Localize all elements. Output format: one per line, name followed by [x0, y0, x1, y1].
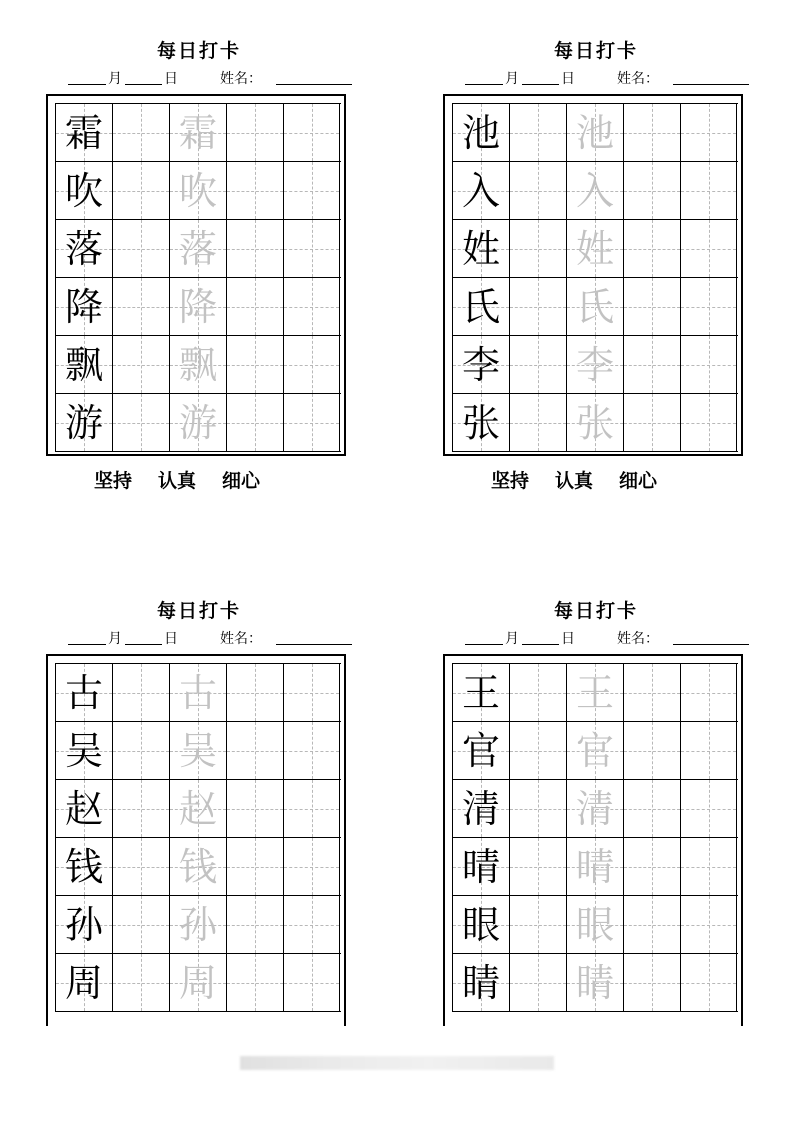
grid-row	[55, 895, 341, 953]
trace-char-cell[interactable]	[169, 104, 226, 161]
practice-cell[interactable]	[680, 220, 737, 277]
practice-cell[interactable]	[509, 162, 566, 219]
practice-cell[interactable]	[680, 780, 737, 837]
practice-cell[interactable]	[509, 722, 566, 779]
writing-frame	[443, 94, 743, 456]
practice-cell[interactable]	[112, 780, 169, 837]
grid-row	[452, 277, 738, 335]
practice-cell[interactable]	[283, 104, 340, 161]
practice-cell[interactable]	[226, 104, 283, 161]
practice-cell[interactable]	[112, 722, 169, 779]
grid-row	[55, 663, 341, 721]
model-char-cell	[452, 336, 509, 393]
practice-cell[interactable]	[680, 664, 737, 721]
motto-item: 认真	[158, 470, 197, 492]
model-char-cell	[55, 780, 112, 837]
trace-char-cell[interactable]	[566, 664, 623, 721]
model-char-cell	[55, 336, 112, 393]
model-char: 入	[461, 168, 500, 213]
trace-char-cell[interactable]	[169, 896, 226, 953]
practice-cell[interactable]	[226, 336, 283, 393]
practice-cell[interactable]	[509, 838, 566, 895]
month-blank[interactable]	[68, 68, 106, 85]
grid-row	[452, 663, 738, 721]
practice-cell[interactable]	[680, 722, 737, 779]
name-blank[interactable]	[276, 68, 352, 85]
writing-grid	[55, 103, 341, 452]
model-char-cell	[55, 722, 112, 779]
trace-char: 游	[178, 400, 217, 445]
model-char: 王	[461, 670, 500, 715]
practice-cell[interactable]	[112, 954, 169, 1011]
month-label: 月	[505, 631, 519, 647]
grid-row	[452, 335, 738, 393]
day-blank[interactable]	[125, 628, 162, 645]
practice-cell[interactable]	[509, 336, 566, 393]
day-blank[interactable]	[522, 628, 559, 645]
trace-char-cell[interactable]	[169, 780, 226, 837]
model-char: 吹	[64, 168, 103, 213]
practice-cell[interactable]	[509, 954, 566, 1011]
practice-cell[interactable]	[680, 838, 737, 895]
practice-cell[interactable]	[112, 664, 169, 721]
trace-char-cell[interactable]	[566, 278, 623, 335]
writing-grid	[452, 103, 738, 452]
model-char: 李	[461, 342, 500, 387]
model-char-cell	[55, 394, 112, 451]
model-char-cell	[55, 278, 112, 335]
grid-row	[55, 393, 341, 452]
trace-char: 晴	[575, 844, 614, 889]
model-char-cell	[452, 278, 509, 335]
trace-char-cell[interactable]	[169, 220, 226, 277]
motto	[94, 466, 286, 493]
model-char-cell	[452, 780, 509, 837]
model-char: 池	[461, 110, 500, 155]
month-blank[interactable]	[465, 68, 503, 85]
trace-char: 池	[575, 110, 614, 155]
name-label: 姓名：	[220, 71, 262, 87]
model-char-cell	[55, 162, 112, 219]
grid-row	[452, 161, 738, 219]
trace-char-cell[interactable]	[566, 780, 623, 837]
trace-char: 孙	[178, 902, 217, 947]
model-char: 氏	[461, 284, 500, 329]
card-title: 每日打卡	[553, 40, 638, 62]
name-label: 姓名：	[220, 631, 262, 647]
practice-cell[interactable]	[283, 722, 340, 779]
practice-cell[interactable]	[623, 838, 680, 895]
practice-cell[interactable]	[112, 278, 169, 335]
trace-char: 吹	[178, 168, 217, 213]
trace-char: 霜	[178, 110, 217, 155]
model-char-cell	[452, 162, 509, 219]
practice-cell[interactable]	[509, 104, 566, 161]
trace-char-cell[interactable]	[566, 954, 623, 1011]
grid-row	[452, 779, 738, 837]
grid-row	[55, 277, 341, 335]
model-char: 赵	[64, 786, 103, 831]
trace-char-cell[interactable]	[566, 104, 623, 161]
practice-cell[interactable]	[509, 220, 566, 277]
grid-row	[55, 779, 341, 837]
model-char-cell	[452, 664, 509, 721]
model-char: 飘	[64, 342, 103, 387]
practice-cell[interactable]	[623, 780, 680, 837]
writing-frame	[443, 654, 743, 1026]
model-char-cell	[452, 954, 509, 1011]
motto-item: 坚持	[491, 470, 530, 492]
model-char: 降	[64, 284, 103, 329]
trace-char: 落	[178, 226, 217, 271]
trace-char-cell[interactable]	[169, 394, 226, 451]
practice-cell[interactable]	[283, 838, 340, 895]
practice-cell[interactable]	[680, 394, 737, 451]
trace-char: 眼	[575, 902, 614, 947]
practice-cell[interactable]	[509, 394, 566, 451]
card-title: 每日打卡	[156, 600, 241, 622]
trace-char: 降	[178, 284, 217, 329]
trace-char: 钱	[178, 844, 217, 889]
day-label: 日	[561, 71, 575, 87]
practice-cell[interactable]	[226, 722, 283, 779]
model-char-cell	[452, 394, 509, 451]
practice-cell[interactable]	[226, 838, 283, 895]
practice-cell[interactable]	[623, 220, 680, 277]
practice-cell[interactable]	[283, 162, 340, 219]
month-blank[interactable]	[68, 628, 106, 645]
motto-item: 细心	[222, 470, 261, 492]
model-char: 清	[461, 786, 500, 831]
name-label: 姓名：	[617, 631, 659, 647]
practice-cell[interactable]	[226, 780, 283, 837]
grid-row	[55, 721, 341, 779]
model-char-cell	[452, 722, 509, 779]
model-char: 周	[64, 960, 103, 1005]
model-char: 睛	[461, 960, 500, 1005]
trace-char-cell[interactable]	[169, 278, 226, 335]
practice-cell[interactable]	[226, 394, 283, 451]
trace-char-cell[interactable]	[169, 954, 226, 1011]
day-label: 日	[164, 631, 178, 647]
model-char-cell	[452, 896, 509, 953]
trace-char: 入	[575, 168, 614, 213]
practice-cell[interactable]	[283, 954, 340, 1011]
trace-char: 张	[575, 400, 614, 445]
model-char: 游	[64, 400, 103, 445]
day-blank[interactable]	[522, 68, 559, 85]
date-name-line	[465, 628, 755, 648]
model-char: 张	[461, 400, 500, 445]
name-blank[interactable]	[276, 628, 352, 645]
practice-cell[interactable]	[112, 838, 169, 895]
trace-char-cell[interactable]	[566, 722, 623, 779]
model-char-cell	[452, 104, 509, 161]
practice-cell[interactable]	[509, 780, 566, 837]
practice-cell[interactable]	[283, 278, 340, 335]
writing-frame	[46, 94, 346, 456]
writing-frame	[46, 654, 346, 1026]
grid-row	[452, 837, 738, 895]
month-blank[interactable]	[465, 628, 503, 645]
model-char: 钱	[64, 844, 103, 889]
practice-cell[interactable]	[226, 278, 283, 335]
motto-item: 细心	[619, 470, 658, 492]
trace-char-cell[interactable]	[566, 162, 623, 219]
grid-row	[452, 103, 738, 161]
model-char: 官	[461, 728, 500, 773]
practice-cell[interactable]	[112, 220, 169, 277]
practice-cell[interactable]	[226, 954, 283, 1011]
practice-cell[interactable]	[680, 336, 737, 393]
model-char: 古	[64, 670, 103, 715]
model-char: 吴	[64, 728, 103, 773]
day-label: 日	[561, 631, 575, 647]
grid-row	[55, 161, 341, 219]
trace-char: 飘	[178, 342, 217, 387]
practice-cell[interactable]	[623, 394, 680, 451]
trace-char: 吴	[178, 728, 217, 773]
model-char-cell	[55, 664, 112, 721]
practice-cell[interactable]	[226, 896, 283, 953]
date-name-line	[68, 628, 358, 648]
model-char: 姓	[461, 226, 500, 271]
day-label: 日	[164, 71, 178, 87]
practice-cell[interactable]	[283, 220, 340, 277]
trace-char-cell[interactable]	[566, 838, 623, 895]
grid-row	[452, 895, 738, 953]
practice-cell[interactable]	[623, 664, 680, 721]
practice-cell[interactable]	[680, 954, 737, 1011]
practice-cell[interactable]	[226, 664, 283, 721]
motto-item: 认真	[555, 470, 594, 492]
practice-cell[interactable]	[283, 896, 340, 953]
trace-char-cell[interactable]	[169, 722, 226, 779]
motto-item: 坚持	[94, 470, 133, 492]
trace-char-cell[interactable]	[566, 336, 623, 393]
model-char-cell	[452, 220, 509, 277]
practice-cell[interactable]	[509, 664, 566, 721]
practice-cell[interactable]	[112, 394, 169, 451]
month-label: 月	[108, 631, 122, 647]
practice-cell[interactable]	[283, 336, 340, 393]
date-name-line	[465, 68, 755, 88]
blurred-footer-watermark	[240, 1056, 554, 1070]
grid-row	[55, 837, 341, 895]
practice-cell[interactable]	[623, 954, 680, 1011]
trace-char: 赵	[178, 786, 217, 831]
writing-grid	[55, 663, 341, 1012]
trace-char: 王	[575, 670, 614, 715]
practice-cell[interactable]	[112, 104, 169, 161]
name-blank[interactable]	[673, 68, 749, 85]
practice-cell[interactable]	[680, 104, 737, 161]
model-char-cell	[55, 896, 112, 953]
model-char-cell	[55, 838, 112, 895]
trace-char-cell[interactable]	[566, 394, 623, 451]
practice-cell[interactable]	[112, 162, 169, 219]
motto	[491, 466, 683, 493]
trace-char-cell[interactable]	[169, 336, 226, 393]
card-title: 每日打卡	[553, 600, 638, 622]
grid-row	[452, 393, 738, 452]
model-char-cell	[55, 104, 112, 161]
trace-char: 清	[575, 786, 614, 831]
practice-cell[interactable]	[509, 896, 566, 953]
practice-cell[interactable]	[226, 220, 283, 277]
practice-cell[interactable]	[680, 162, 737, 219]
practice-cell[interactable]	[509, 278, 566, 335]
grid-row	[55, 953, 341, 1012]
name-label: 姓名：	[617, 71, 659, 87]
trace-char: 氏	[575, 284, 614, 329]
practice-cell[interactable]	[623, 336, 680, 393]
trace-char: 姓	[575, 226, 614, 271]
model-char: 孙	[64, 902, 103, 947]
model-char-cell	[452, 838, 509, 895]
practice-cell[interactable]	[623, 278, 680, 335]
grid-row	[452, 721, 738, 779]
trace-char-cell[interactable]	[566, 220, 623, 277]
model-char: 晴	[461, 844, 500, 889]
trace-char-cell[interactable]	[169, 162, 226, 219]
practice-cell[interactable]	[112, 896, 169, 953]
grid-row	[55, 219, 341, 277]
practice-cell[interactable]	[283, 664, 340, 721]
practice-cell[interactable]	[623, 162, 680, 219]
practice-cell[interactable]	[283, 394, 340, 451]
name-blank[interactable]	[673, 628, 749, 645]
grid-row	[55, 103, 341, 161]
trace-char-cell[interactable]	[566, 896, 623, 953]
grid-row	[55, 335, 341, 393]
model-char: 眼	[461, 902, 500, 947]
model-char: 落	[64, 226, 103, 271]
grid-row	[452, 219, 738, 277]
practice-cell[interactable]	[226, 162, 283, 219]
trace-char: 周	[178, 960, 217, 1005]
date-name-line	[68, 68, 358, 88]
practice-cell[interactable]	[623, 896, 680, 953]
practice-cell[interactable]	[623, 722, 680, 779]
model-char-cell	[55, 954, 112, 1011]
practice-cell[interactable]	[112, 336, 169, 393]
writing-grid	[452, 663, 738, 1012]
month-label: 月	[505, 71, 519, 87]
practice-cell[interactable]	[623, 104, 680, 161]
grid-row	[452, 953, 738, 1012]
trace-char: 古	[178, 670, 217, 715]
practice-cell[interactable]	[680, 896, 737, 953]
trace-char: 官	[575, 728, 614, 773]
model-char-cell	[55, 220, 112, 277]
practice-cell[interactable]	[680, 278, 737, 335]
trace-char: 李	[575, 342, 614, 387]
model-char: 霜	[64, 110, 103, 155]
practice-cell[interactable]	[283, 780, 340, 837]
trace-char: 睛	[575, 960, 614, 1005]
trace-char-cell[interactable]	[169, 664, 226, 721]
month-label: 月	[108, 71, 122, 87]
card-title: 每日打卡	[156, 40, 241, 62]
day-blank[interactable]	[125, 68, 162, 85]
trace-char-cell[interactable]	[169, 838, 226, 895]
